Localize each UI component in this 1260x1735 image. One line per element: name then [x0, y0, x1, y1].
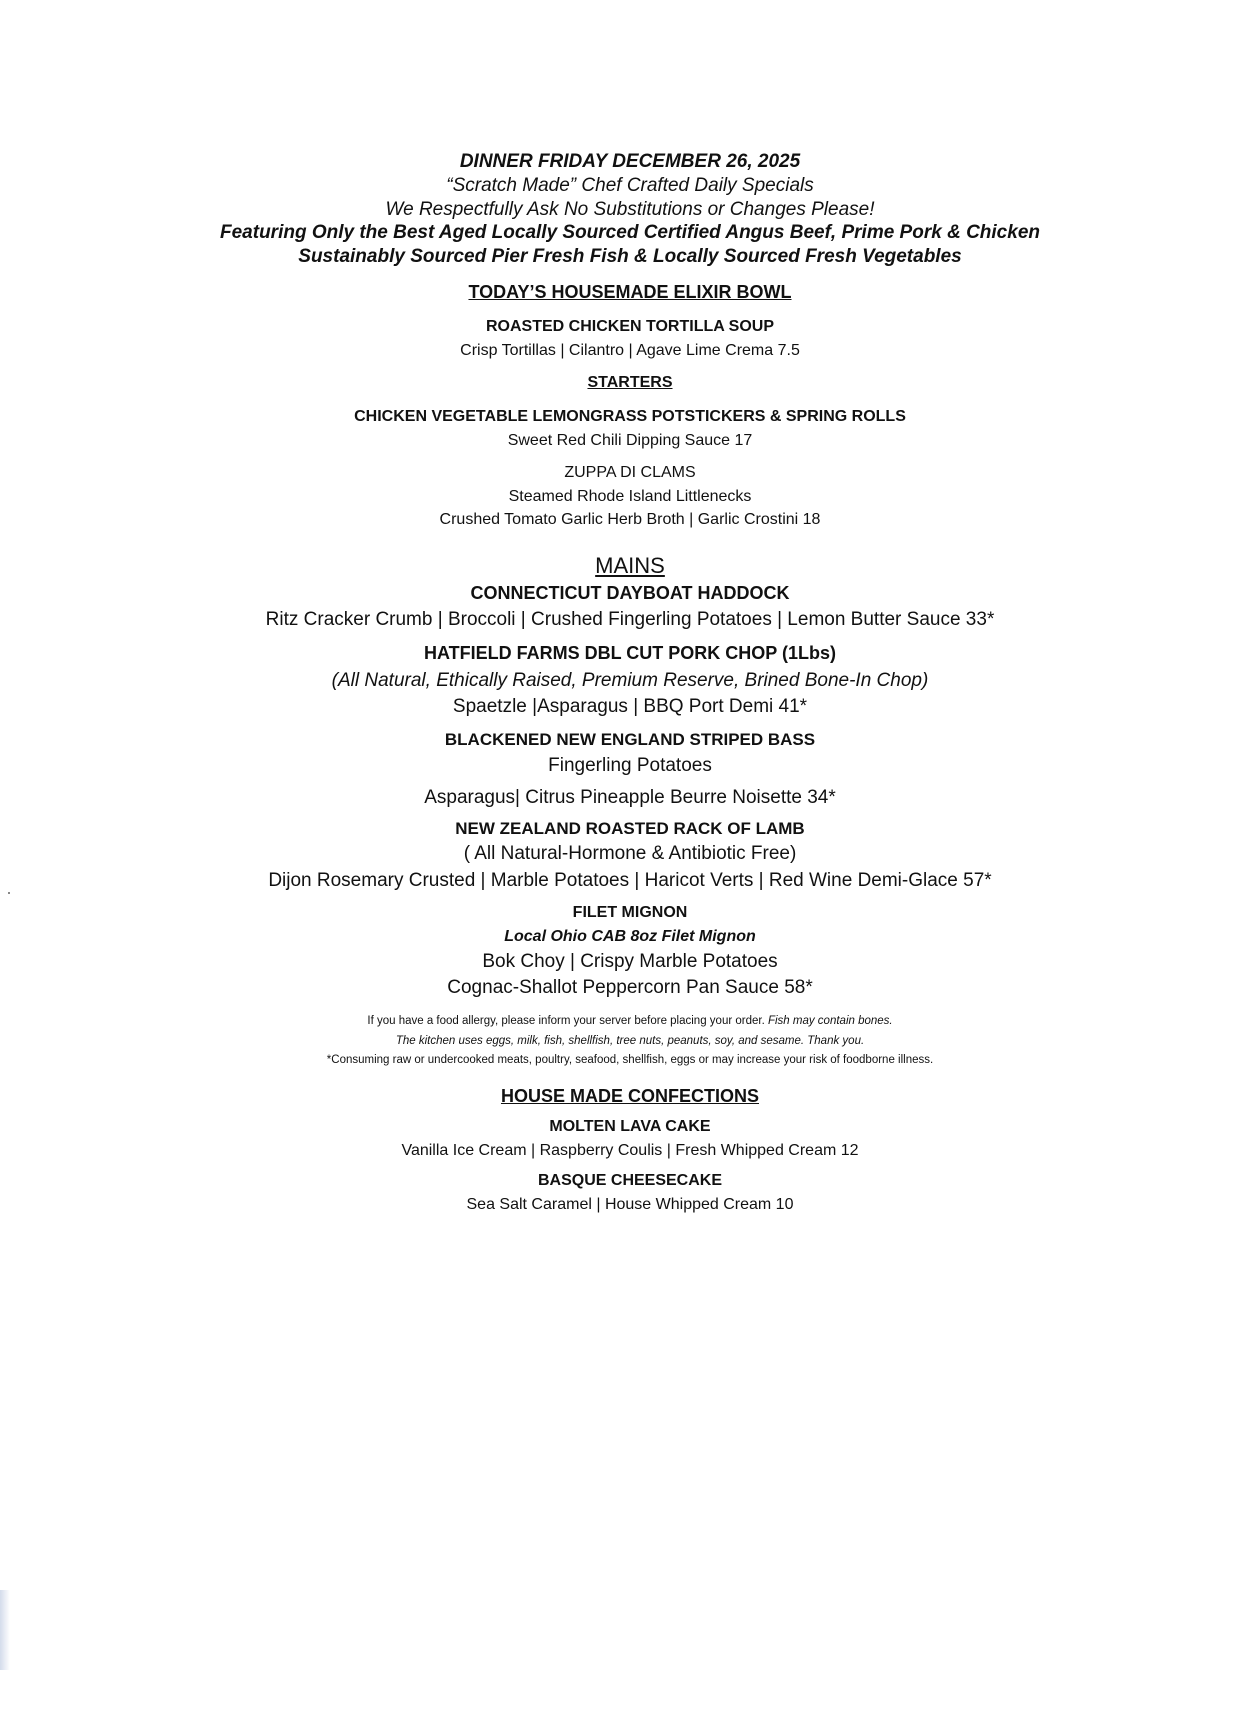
- main-description: Dijon Rosemary Crusted | Marble Potatoes | Haricot Verts | Red Wine Demi-Glace 57*: [268, 869, 992, 891]
- main-description: Ritz Cracker Crumb | Broccoli | Crushed Fingerling Potatoes | Lemon Butter Sauce 33*: [265, 609, 995, 631]
- starter-item: [150, 463, 1110, 530]
- main-description: Fingerling Potatoes: [548, 755, 712, 777]
- scan-artifact-dot: [8, 892, 10, 894]
- main-item-haddock: [150, 582, 1110, 632]
- main-title: HATFIELD FARMS DBL CUT PORK CHOP (1Lbs): [423, 643, 836, 663]
- soup-heading: TODAY’S HOUSEMADE ELIXIR BOWL: [468, 281, 792, 302]
- starter-description: Steamed Rhode Island Littlenecks: [508, 488, 752, 506]
- main-description: Cognac-Shallot Peppercorn Pan Sauce 58*: [447, 977, 813, 999]
- main-item-filet: [150, 903, 1110, 1001]
- main-title: BLACKENED NEW ENGLAND STRIPED BASS: [444, 730, 816, 749]
- allergy-line: [150, 1012, 1110, 1032]
- starters-section: [150, 373, 1110, 530]
- starter-description: Sweet Red Chili Dipping Sauce 17: [507, 432, 753, 450]
- main-note: Local Ohio CAB 8oz Filet Mignon: [504, 927, 756, 945]
- soup-title: ROASTED CHICKEN TORTILLA SOUP: [485, 318, 774, 336]
- desserts-section: [150, 1085, 1110, 1216]
- starter-description: Crushed Tomato Garlic Herb Broth | Garlic Crostini 18: [439, 511, 821, 529]
- featuring-line-2: Sustainably Sourced Pier Fresh Fish & Locally Sourced Fresh Vegetables: [298, 246, 962, 267]
- allergy-bones-text: Fish may contain bones.: [767, 1015, 893, 1027]
- menu-content: [150, 150, 1110, 1215]
- dessert-title: MOLTEN LAVA CAKE: [549, 1118, 711, 1136]
- desserts-heading: HOUSE MADE CONFECTIONS: [500, 1085, 759, 1106]
- starter-title: CHICKEN VEGETABLE LEMONGRASS POTSTICKERS & SPRING ROLLS: [354, 408, 906, 426]
- starter-title: ZUPPA DI CLAMS: [564, 464, 696, 482]
- allergy-line: *Consuming raw or undercooked meats, poultry, seafood, shellfish, eggs or may increase your risk of foodborne illness.: [326, 1054, 934, 1067]
- tagline: “Scratch Made” Chef Crafted Daily Specials: [446, 174, 814, 196]
- main-title: NEW ZEALAND ROASTED RACK OF LAMB: [455, 818, 805, 838]
- menu-header: [150, 150, 1110, 269]
- main-title: CONNECTICUT DAYBOAT HADDOCK: [470, 582, 790, 603]
- main-description: Spaetzle |Asparagus | BBQ Port Demi 41*: [452, 696, 808, 718]
- scan-artifact-edge: [0, 1590, 10, 1670]
- featuring-line-1: Featuring Only the Best Aged Locally Sourced Certified Angus Beef, Prime Pork & Chicken: [220, 222, 1040, 244]
- allergy-notice: [150, 1012, 1110, 1071]
- soup-section: [150, 281, 1110, 362]
- starters-heading: STARTERS: [587, 374, 673, 392]
- main-item-lamb: [150, 818, 1110, 893]
- main-note: ( All Natural-Hormone & Antibiotic Free): [463, 843, 797, 864]
- main-title: FILET MIGNON: [572, 903, 688, 921]
- starter-item: [150, 407, 1110, 451]
- dessert-item: [150, 1171, 1110, 1215]
- allergy-line: The kitchen uses eggs, milk, fish, shellfish, tree nuts, peanuts, soy, and sesame. Thank you.: [395, 1034, 865, 1047]
- mains-section: [150, 552, 1110, 1000]
- main-note: (All Natural, Ethically Raised, Premium Reserve, Brined Bone-In Chop): [331, 669, 929, 691]
- dessert-description: Sea Salt Caramel | House Whipped Cream 10: [466, 1196, 794, 1214]
- allergy-text: If you have a food allergy, please inform your server before placing your order.: [367, 1015, 765, 1027]
- main-item-bass: [150, 729, 1110, 810]
- main-description: Asparagus| Citrus Pineapple Beurre Noisette 34*: [424, 787, 836, 808]
- soup-description: Crisp Tortillas | Cilantro | Agave Lime Crema 7.5: [460, 342, 800, 360]
- main-item-pork: [150, 642, 1110, 719]
- dessert-item: [150, 1117, 1110, 1161]
- substitution-request: We Respectfully Ask No Substitutions or Changes Please!: [385, 198, 875, 220]
- dessert-title: BASQUE CHEESECAKE: [537, 1172, 723, 1190]
- date-line: DINNER FRIDAY DECEMBER 26, 2025: [459, 151, 801, 172]
- dessert-description: Vanilla Ice Cream | Raspberry Coulis | Fresh Whipped Cream 12: [401, 1142, 859, 1160]
- mains-heading: MAINS: [595, 553, 665, 579]
- main-description: Bok Choy | Crispy Marble Potatoes: [482, 950, 778, 972]
